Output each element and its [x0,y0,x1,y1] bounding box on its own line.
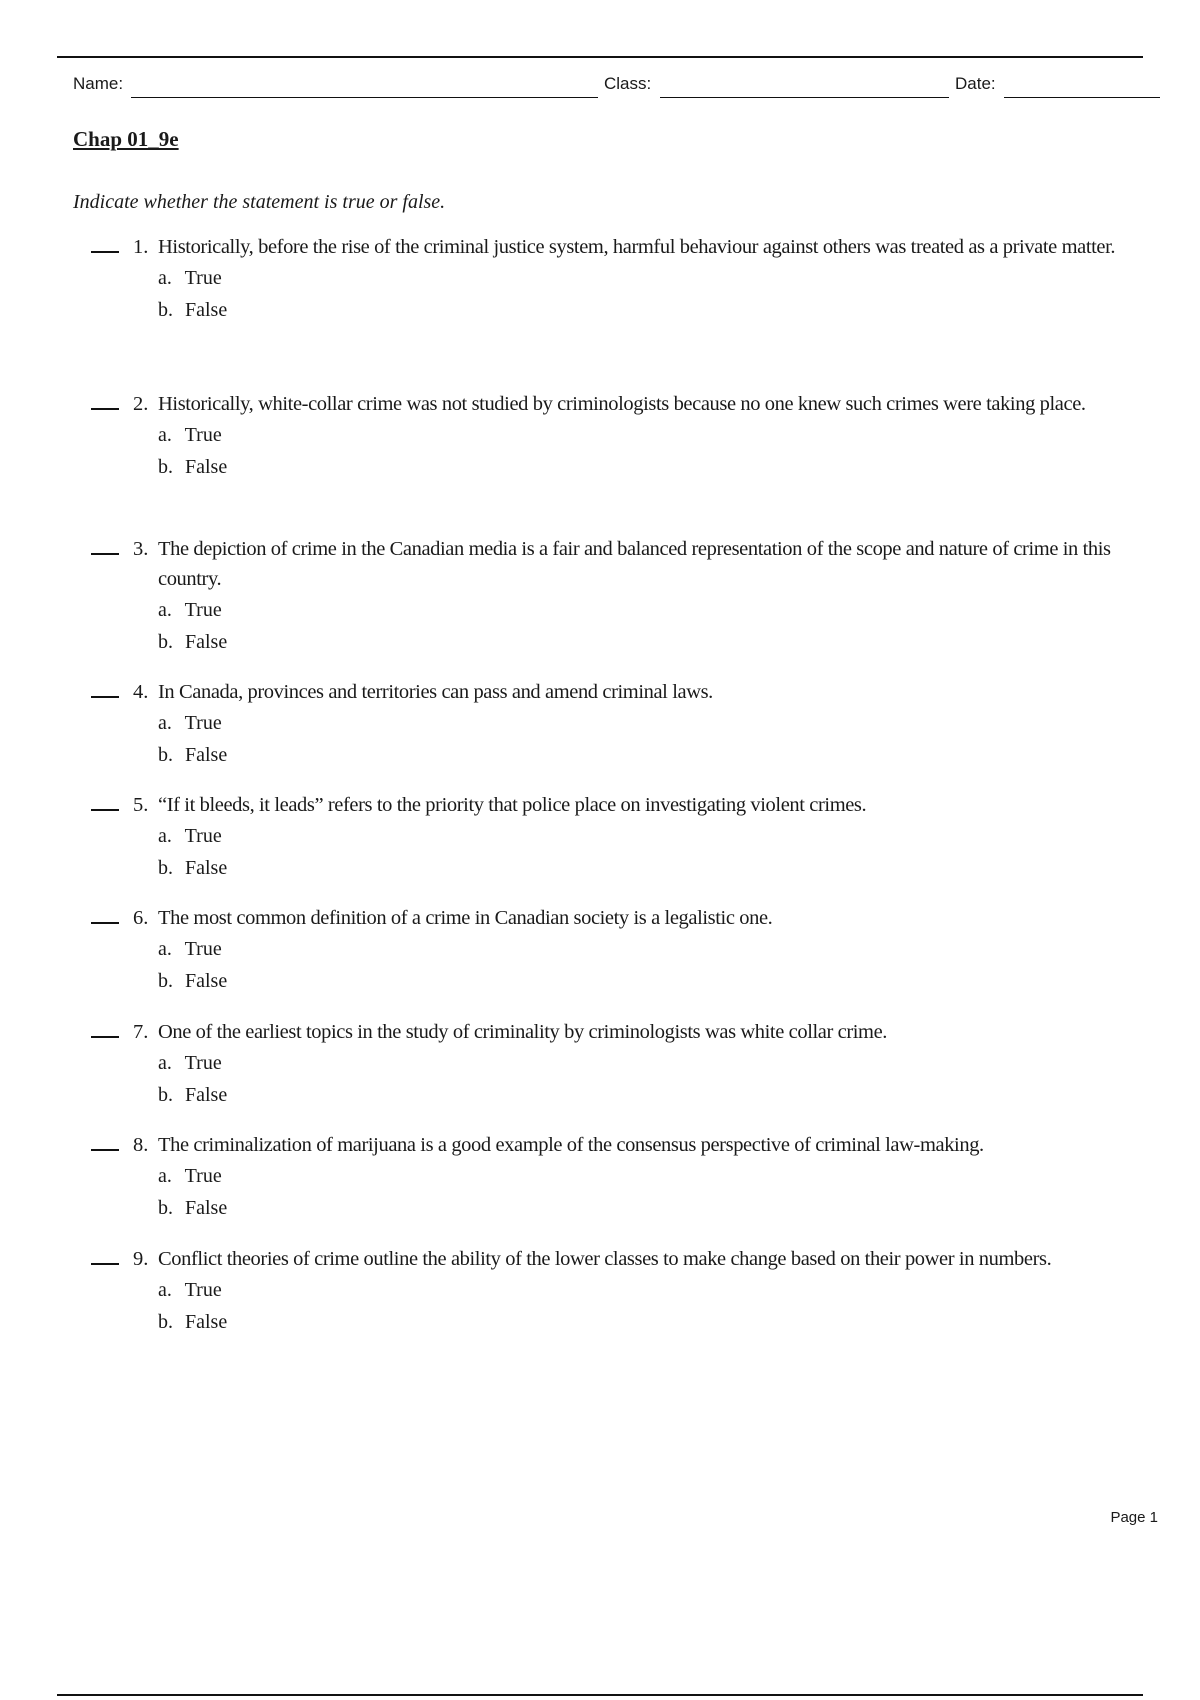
date-input-line[interactable] [1004,97,1160,98]
class-label: Class: [604,74,652,93]
option-true[interactable] [158,594,1200,626]
option-letter: a. [158,938,172,960]
answer-options [158,933,1200,997]
option-text: False [185,299,228,321]
option-text: True [184,599,222,621]
option-letter: b. [158,744,173,766]
question-text: Conflict theories of crime outline the ability of the lower classes to make change based on their power in numbers. [158,1248,1052,1270]
answer-options [158,594,1200,658]
answer-blank[interactable] [91,696,119,698]
option-true[interactable] [158,1274,1200,1306]
option-letter: a. [158,267,172,289]
option-true[interactable] [158,262,1200,294]
date-field [955,74,1160,100]
option-text: True [184,825,222,847]
option-letter: b. [158,1197,173,1219]
option-letter: a. [158,1279,172,1301]
answer-options [158,1160,1200,1224]
option-text: False [185,857,228,879]
option-letter: a. [158,599,172,621]
question-number: 7. [133,1021,149,1043]
answer-blank[interactable] [91,922,119,924]
question-item [0,232,1200,389]
page-number: Page 1 [1110,1509,1158,1526]
option-letter: b. [158,456,173,478]
question-text: In Canada, provinces and territories can pass and amend criminal laws. [158,681,713,703]
question-item [0,534,1200,677]
option-letter: a. [158,825,172,847]
answer-blank[interactable] [91,1263,119,1265]
option-letter: b. [158,299,173,321]
option-false[interactable] [158,1306,1200,1338]
option-text: True [184,1279,222,1301]
top-rule [57,56,1143,58]
question-item [0,677,1200,790]
answer-options [158,419,1200,483]
option-letter: b. [158,1084,173,1106]
question-number: 1. [133,236,149,258]
answer-blank[interactable] [91,251,119,253]
option-false[interactable] [158,965,1200,997]
answer-blank[interactable] [91,1036,119,1038]
instructions: Indicate whether the statement is true or false. [73,191,446,213]
option-false[interactable] [158,451,1200,483]
question-list [0,232,1200,1374]
option-text: True [184,1052,222,1074]
option-text: False [185,1311,228,1333]
question-text: One of the earliest topics in the study of criminality by criminologists was white collar crime. [158,1021,888,1043]
option-text: False [185,744,228,766]
question-text: The most common definition of a crime in Canadian society is a legalistic one. [158,907,773,929]
chapter-title: Chap 01_9e [73,127,179,151]
question-number: 3. [133,538,149,560]
question-number: 9. [133,1248,149,1270]
answer-options [158,820,1200,884]
question-item [0,903,1200,1017]
option-letter: b. [158,1311,173,1333]
option-letter: a. [158,1052,172,1074]
answer-blank[interactable] [91,809,119,811]
question-number: 5. [133,794,149,816]
question-item [0,1130,1200,1244]
answer-options [158,707,1200,771]
option-false[interactable] [158,739,1200,771]
option-false[interactable] [158,1192,1200,1224]
name-input-line[interactable] [131,97,598,98]
option-text: False [185,456,228,478]
option-text: True [184,938,222,960]
question-text: The depiction of crime in the Canadian media is a fair and balanced representation of the scope and nature of crime in this country. [158,538,1111,590]
option-letter: b. [158,631,173,653]
question-text: “If it bleeds, it leads” refers to the priority that police place on investigating violent crimes. [158,794,867,816]
question-item [0,1017,1200,1130]
answer-blank[interactable] [91,553,119,555]
option-false[interactable] [158,1079,1200,1111]
option-letter: a. [158,1165,172,1187]
option-letter: a. [158,712,172,734]
option-text: True [184,267,222,289]
name-field [73,74,598,100]
option-letter: b. [158,857,173,879]
class-input-line[interactable] [660,97,949,98]
student-info-header [73,74,1160,100]
answer-options [158,262,1200,326]
option-false[interactable] [158,294,1200,326]
question-text: Historically, white-collar crime was not studied by criminologists because no one knew such crimes were taking place. [158,393,1086,415]
question-number: 2. [133,393,149,415]
option-true[interactable] [158,933,1200,965]
option-text: False [185,631,228,653]
option-true[interactable] [158,707,1200,739]
option-text: True [184,424,222,446]
class-field [604,74,949,100]
answer-blank[interactable] [91,408,119,410]
option-true[interactable] [158,1160,1200,1192]
answer-blank[interactable] [91,1149,119,1151]
option-true[interactable] [158,820,1200,852]
option-text: True [184,1165,222,1187]
question-number: 8. [133,1134,149,1156]
option-letter: a. [158,424,172,446]
option-text: True [184,712,222,734]
name-label: Name: [73,74,124,93]
question-item [0,389,1200,534]
answer-options [158,1274,1200,1338]
bottom-rule [57,1694,1143,1696]
question-text: Historically, before the rise of the criminal justice system, harmful behaviour against others was treated as a private matter. [158,236,1116,258]
question-text: The criminalization of marijuana is a good example of the consensus perspective of criminal law-making. [158,1134,984,1156]
option-true[interactable] [158,419,1200,451]
option-true[interactable] [158,1047,1200,1079]
question-number: 6. [133,907,149,929]
question-item [0,1244,1200,1374]
option-letter: b. [158,970,173,992]
option-false[interactable] [158,852,1200,884]
option-text: False [185,1197,228,1219]
answer-options [158,1047,1200,1111]
option-false[interactable] [158,626,1200,658]
question-item [0,790,1200,903]
option-text: False [185,1084,228,1106]
option-text: False [185,970,228,992]
date-label: Date: [955,74,996,93]
question-number: 4. [133,681,149,703]
